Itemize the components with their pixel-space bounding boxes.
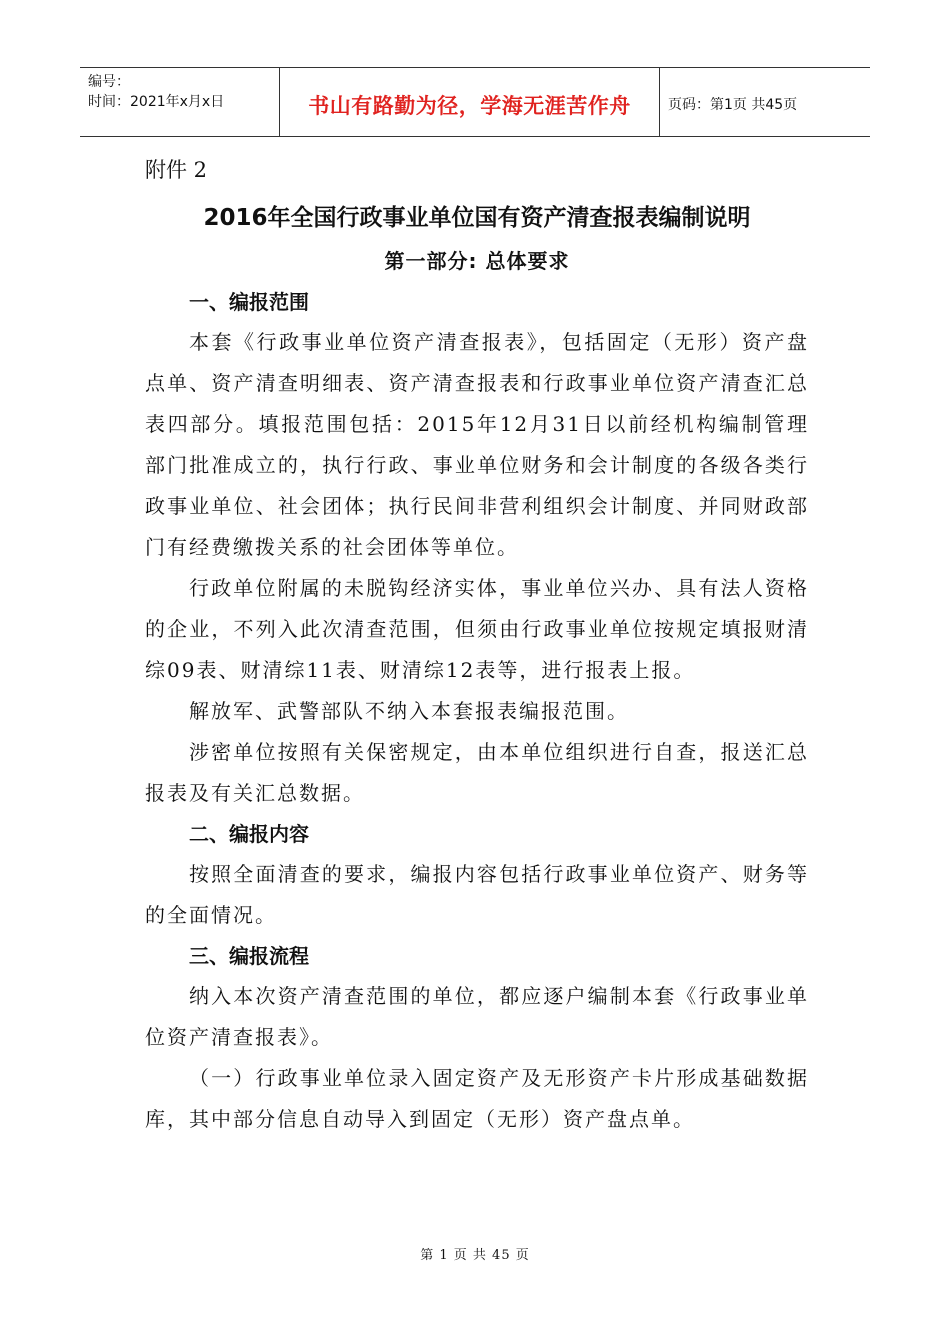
header-table bbox=[80, 67, 870, 137]
time-label: 时间：2021年x月x日 bbox=[88, 94, 225, 110]
attachment-label: 附件 2 bbox=[145, 158, 208, 182]
section-heading-content: 二、编报内容 bbox=[189, 822, 309, 846]
document-body bbox=[145, 150, 809, 1140]
paragraph: 本套《行政事业单位资产清查报表》，包括固定（无形）资产盘点单、资产清查明细表、资产清查报表和行政事业单位资产清查汇总表四部分。填报范围包括：2015年12月31日以前经机构编制管理部门批准成立的，执行行政、事业单位财务和会计制度的各级各类行政事业单位、社会团体；执行民间非营利组织会计制度、并同财政部门有经费缴拨关系的社会团体等单位。 bbox=[145, 330, 809, 559]
section-heading-scope: 一、编报范围 bbox=[189, 290, 309, 314]
document-title: 2016年全国行政事业单位国有资产清查报表编制说明 bbox=[203, 205, 751, 231]
paragraph: 解放军、武警部队不纳入本套报表编报范围。 bbox=[189, 699, 629, 723]
paragraph: （一）行政事业单位录入固定资产及无形资产卡片形成基础数据库，其中部分信息自动导入到固定（无形）资产盘点单。 bbox=[145, 1066, 809, 1131]
paragraph: 纳入本次资产清查范围的单位，都应逐户编制本套《行政事业单位资产清查报表》。 bbox=[145, 984, 809, 1049]
paragraph: 涉密单位按照有关保密规定，由本单位组织进行自查，报送汇总报表及有关汇总数据。 bbox=[145, 740, 809, 805]
header-meta-cell bbox=[80, 68, 280, 136]
motto-text: 书山有路勤为径，学海无涯苦作舟 bbox=[308, 94, 631, 118]
header-page-cell bbox=[660, 68, 870, 136]
page-footer: 第 1 页 共 45 页 bbox=[420, 1248, 530, 1263]
header-motto-cell bbox=[280, 68, 660, 136]
section-heading-process: 三、编报流程 bbox=[189, 944, 309, 968]
page-info: 页码：第1页 共45页 bbox=[668, 97, 798, 113]
part-subtitle: 第一部分: 总体要求 bbox=[384, 249, 570, 273]
paragraph: 按照全面清查的要求，编报内容包括行政事业单位资产、财务等的全面情况。 bbox=[145, 862, 809, 927]
paragraph: 行政单位附属的未脱钩经济实体，事业单位兴办、具有法人资格的企业，不列入此次清查范围，但须由行政事业单位按规定填报财清综09表、财清综11表、财清综12表等，进行报表上报。 bbox=[145, 576, 809, 682]
number-label: 编号： bbox=[88, 74, 130, 90]
